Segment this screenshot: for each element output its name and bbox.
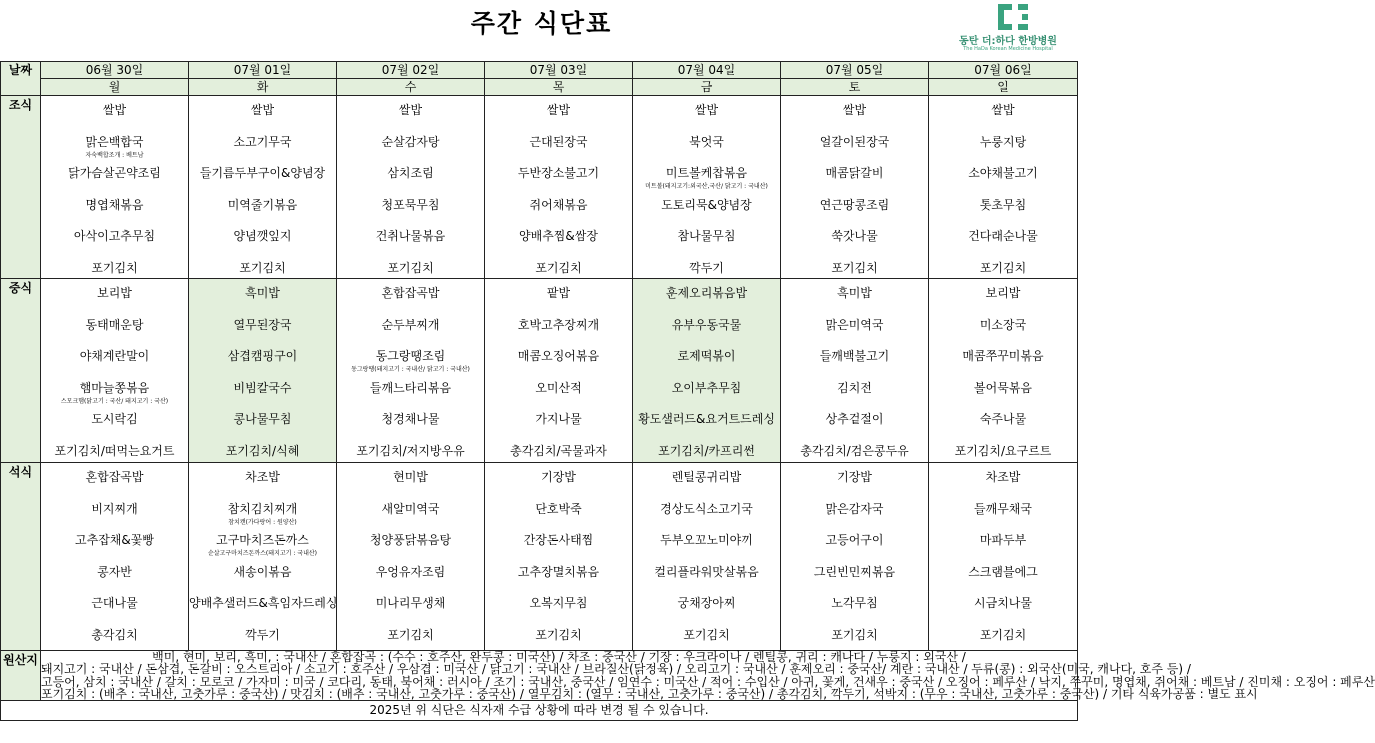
menu-item: 깍두기: [689, 260, 724, 275]
menu-item: 로제떡볶이: [677, 349, 736, 363]
menu-item: 기장밥: [837, 470, 872, 484]
menu-item: 맑은미역국: [825, 317, 884, 332]
menu-item: 동태매운탕: [85, 317, 144, 332]
menu-item: 포기김치: [683, 627, 730, 642]
menu-item: 마파두부: [979, 533, 1027, 547]
menu-item: 햄마늘쫑볶음: [79, 380, 150, 395]
menu-item: 톳초무침: [979, 197, 1027, 212]
date-row: [1, 62, 1078, 79]
date-cell: 07월 05일: [781, 62, 929, 79]
menu-item: 양배추찜&쌈장: [519, 229, 598, 243]
ingredient-note: 미트볼(돼지고기:외국산,국산/ 닭고기 : 국내산): [645, 183, 768, 190]
menu-item: 쌀밥: [842, 103, 867, 117]
menu-table: [0, 61, 1375, 721]
menu-cell: [781, 279, 929, 463]
weekday-cell: 수: [337, 79, 485, 96]
menu-item: 근대된장국: [529, 134, 588, 149]
menu-item: 가지나물: [535, 412, 582, 426]
menu-item: 건취나물볶음: [375, 229, 446, 243]
weekday-row: [1, 79, 1078, 96]
menu-item: 팥밥: [546, 286, 571, 300]
menu-item: 두부오꼬노미야끼: [660, 533, 753, 547]
menu-item: 숙주나물: [979, 412, 1027, 426]
menu-item: 매콤쭈꾸미볶음: [962, 349, 1044, 363]
menu-item: 닭가슴살곤약조림: [68, 166, 161, 180]
menu-cell: [633, 96, 781, 279]
menu-item: 참치김치찌개: [227, 501, 298, 516]
date-cell: 07월 04일: [633, 62, 781, 79]
menu-item: 포기김치/카프리썬: [658, 443, 755, 458]
menu-item: 쥐어채볶음: [529, 197, 588, 212]
ingredient-note: 순살고구마치즈돈까스(돼지고기 : 국내산): [207, 550, 318, 557]
menu-item: 건다래순나물: [968, 229, 1038, 243]
menu-item: 미나리무생채: [375, 596, 446, 610]
page-title: 주간 식단표: [470, 9, 613, 38]
logo-subtitle: The HaDa Korean Medicine Hospital: [963, 46, 1053, 52]
menu-item: 비지찌개: [91, 501, 138, 516]
ingredient-note: 스모크햄(닭고기 : 국산/ 돼지고기 : 국산): [60, 397, 169, 405]
menu-item: 황도샐러드&요거트드레싱: [638, 412, 775, 426]
weekday-cell: 일: [929, 79, 1078, 96]
menu-item: 렌틸콩귀리밥: [671, 470, 742, 484]
menu-cell: [337, 279, 485, 463]
meal-row-0: [1, 96, 1078, 279]
menu-item: 혼합잡곡밥: [381, 286, 440, 300]
menu-item: 들깨느타리볶음: [369, 380, 452, 395]
menu-item: 쑥갓나물: [831, 229, 878, 243]
menu-cell: [337, 463, 485, 651]
menu-item: 새송이볶음: [233, 564, 292, 579]
menu-item: 열무된장국: [233, 317, 292, 332]
menu-item: 참나물무침: [677, 229, 736, 243]
date-cell: 06월 30일: [41, 62, 189, 79]
menu-item: 쌀밥: [991, 103, 1015, 117]
menu-cell: [633, 463, 781, 651]
menu-item: 포기김치: [387, 260, 434, 275]
menu-item: 고등어구이: [825, 533, 884, 547]
menu-item: 명엽채볶음: [85, 197, 144, 212]
menu-item: 보리밥: [97, 286, 132, 300]
menu-item: 호박고추장찌개: [517, 317, 600, 332]
menu-item: 포기김치: [831, 627, 878, 642]
menu-item: 동그랑땡조림: [375, 349, 446, 363]
origin-line: 포기김치 : (배추 : 국내산, 고춧가루 : 중국산) / 맛김치 : (배추 : 국내산, 고춧가루 : 중국산) / 열무김치 : (열무 : 국내산, 고춧가루 : 중국산) / 총각김치, 깍두기, 석박지 : (무우 : 국내산, 고춧가루 : 중국산) / 기타 식육가공품 : 별도 표시: [41, 686, 1258, 701]
logo-mark-icon: [998, 4, 1028, 30]
menu-cell: [929, 279, 1078, 463]
menu-item: 미소장국: [979, 317, 1027, 332]
menu-item: 간장돈사태찜: [523, 533, 594, 547]
menu-item: 누룽지탕: [979, 134, 1027, 149]
menu-item: 콩자반: [97, 564, 132, 579]
menu-cell: [781, 96, 929, 279]
menu-item: 흑미밥: [245, 286, 280, 300]
menu-item: 혼합잡곡밥: [85, 470, 144, 484]
meal-row-2: [1, 463, 1078, 651]
origin-label: 원산지: [1, 651, 41, 701]
menu-item: 소야채불고기: [968, 166, 1038, 180]
menu-item: 고추잡채&꽃빵: [75, 533, 154, 547]
menu-item: 도토리묵&양념장: [661, 197, 752, 212]
ingredient-note: 동그랑땡(돼지고기 : 국내산/ 닭고기 : 국내산): [351, 366, 470, 373]
menu-cell: [189, 96, 337, 279]
menu-item: 청포묵무침: [381, 197, 440, 212]
footer-row: [1, 701, 1078, 721]
hospital-logo: [948, 4, 1068, 56]
ingredient-note: 참치캔(가다랑어 : 원양산): [228, 518, 297, 526]
menu-cell: [41, 279, 189, 463]
menu-cell: [337, 96, 485, 279]
menu-item: 오미산적: [535, 380, 582, 395]
menu-item: 그린빈민찌볶음: [813, 564, 896, 579]
menu-item: 두반장소불고기: [517, 166, 600, 180]
date-cell: 07월 02일: [337, 62, 485, 79]
menu-item: 훈제오리볶음밥: [665, 286, 748, 300]
menu-item: 김치전: [837, 380, 872, 395]
menu-item: 포기김치: [387, 627, 434, 642]
menu-item: 포기김치: [91, 260, 138, 275]
menu-item: 포기김치/저지방우유: [356, 443, 465, 458]
weekday-cell: 금: [633, 79, 781, 96]
menu-item: 포기김치/요구르트: [954, 443, 1052, 458]
meal-label: 중식: [1, 279, 41, 463]
menu-cell: [41, 463, 189, 651]
menu-item: 쌀밥: [398, 103, 423, 117]
menu-item: 양념깻잎지: [233, 229, 292, 243]
menu-item: 오복지무침: [529, 596, 588, 610]
menu-item: 얼갈이된장국: [819, 134, 890, 149]
menu-item: 고구마치즈돈까스: [216, 533, 309, 547]
menu-item: 청경채나물: [381, 412, 440, 426]
menu-item: 새알미역국: [381, 501, 440, 516]
menu-cell: [189, 463, 337, 651]
menu-item: 포기김치: [831, 260, 878, 275]
menu-item: 유부우동국물: [671, 317, 742, 332]
menu-item: 순살감자탕: [381, 134, 440, 149]
origin-line: 백미, 현미, 보리, 흑미, : 국내산 / 혼합잡곡 : (수수 : 호주산, 완두콩 : 미국산) / 차조 : 중국산 / 기장 : 우크라이나 / 렌틸콩, 귀리 : 캐나다 / 누룽지 : 외국산 /: [152, 650, 966, 664]
origin-line: 고등어, 삼치 : 국내산 / 갈치 : 모로코 / 가자미 : 미국 / 코다리, 동태, 북어채 : 러시아 / 조기 : 국내산, 중국산 / 임연수 : 미국산 / 적어 : 수입산 / 아귀, 꽃게, 건새우 : 중국산 / 오징어 : 페루산 / 낙지, 쭈꾸미, 명엽채, 쥐어채 : 베트남 / 진미채 : 오징어 : 페루산: [41, 674, 1375, 689]
weekday-cell: 토: [781, 79, 929, 96]
menu-item: 도시락김: [91, 412, 138, 426]
menu-item: 미역줄기볶음: [227, 197, 298, 212]
meal-label: 조식: [1, 96, 41, 279]
date-cell: 07월 06일: [929, 62, 1078, 79]
meal-label: 석식: [1, 463, 41, 651]
menu-item: 순두부찌개: [381, 317, 440, 332]
menu-item: 매콤오징어볶음: [517, 349, 600, 363]
menu-cell: [189, 279, 337, 463]
menu-item: 들깨무채국: [974, 501, 1032, 516]
menu-item: 양배추샐러드&흑임자드레싱: [189, 596, 338, 610]
menu-item: 상추겉절이: [825, 412, 884, 426]
menu-cell: [929, 463, 1078, 651]
menu-item: 흑미밥: [837, 286, 872, 300]
menu-item: 콩나물무침: [233, 412, 292, 426]
menu-item: 오이부추무침: [671, 380, 742, 395]
menu-cell: [485, 279, 633, 463]
menu-item: 포기김치: [979, 627, 1027, 642]
menu-item: 들깨백불고기: [819, 349, 890, 363]
menu-item: 포기김치/떠먹는요거트: [54, 443, 175, 458]
menu-item: 현미밥: [393, 470, 428, 484]
menu-item: 포기김치: [979, 260, 1027, 275]
menu-item: 볼어묵볶음: [974, 380, 1032, 395]
menu-item: 아삭이고추무침: [73, 229, 156, 243]
menu-item: 포기김치: [239, 260, 286, 275]
weekday-cell: 목: [485, 79, 633, 96]
date-cell: 07월 01일: [189, 62, 337, 79]
menu-cell: [781, 463, 929, 651]
menu-item: 고추장멸치볶음: [517, 564, 600, 579]
menu-cell: [485, 96, 633, 279]
menu-item: 연근땅콩조림: [819, 197, 890, 212]
menu-item: 차조밥: [985, 470, 1021, 484]
menu-item: 차조밥: [245, 470, 280, 484]
menu-item: 맑은감자국: [825, 501, 884, 516]
menu-cell: [633, 279, 781, 463]
menu-item: 노각무침: [831, 596, 878, 610]
footer-notice: 2025년 위 식단은 식자재 수급 상황에 따라 변경 될 수 있습니다.: [1, 701, 1078, 721]
menu-item: 근대나물: [91, 596, 138, 610]
menu-item: 북엇국: [689, 134, 724, 149]
menu-item: 궁채장아찌: [677, 596, 736, 610]
date-cell: 07월 03일: [485, 62, 633, 79]
menu-item: 맑은백합국: [85, 134, 144, 149]
menu-cell: [485, 463, 633, 651]
menu-item: 매콤닭갈비: [825, 166, 884, 180]
menu-item: 총각김치: [91, 627, 138, 642]
menu-item: 보리밥: [985, 286, 1021, 300]
menu-item: 쌀밥: [102, 103, 127, 117]
menu-item: 삼치조림: [387, 166, 434, 180]
ingredient-note: 자숙백합조개 : 베트남: [85, 151, 144, 159]
menu-item: 총각김치/검은콩두유: [800, 443, 909, 458]
menu-item: 들기름두부구이&양념장: [199, 166, 326, 180]
menu-item: 시금치나물: [974, 596, 1032, 610]
menu-item: 미트볼케찹볶음: [665, 166, 748, 180]
menu-item: 청양풍닭볶음탕: [369, 533, 452, 547]
date-label: 날짜: [1, 62, 41, 96]
menu-item: 쌀밥: [250, 103, 275, 117]
menu-item: 쌀밥: [694, 103, 719, 117]
menu-item: 야채계란말이: [79, 349, 150, 363]
menu-cell: [929, 96, 1078, 279]
menu-item: 비빔칼국수: [233, 380, 292, 395]
menu-item: 단호박죽: [535, 501, 582, 516]
menu-item: 쌀밥: [546, 103, 571, 117]
menu-item: 깍두기: [245, 627, 280, 642]
menu-cell: [41, 96, 189, 279]
menu-item: 스크램블에그: [968, 564, 1038, 579]
menu-item: 포기김치: [535, 627, 582, 642]
menu-item: 기장밥: [541, 470, 576, 484]
menu-item: 우엉유자조림: [375, 564, 446, 579]
menu-item: 삼겹캠핑구이: [227, 349, 298, 363]
weekday-cell: 화: [189, 79, 337, 96]
menu-item: 경상도식소고기국: [660, 501, 753, 516]
logo-name: 동탄 더:하다 한방병원: [959, 36, 1057, 47]
origin-info: [41, 650, 1375, 701]
meal-row-1: [1, 279, 1078, 463]
menu-item: 포기김치: [535, 260, 582, 275]
menu-item: 소고기무국: [233, 134, 292, 149]
menu-item: 컬리플라워맛살볶음: [654, 564, 759, 579]
origin-line: 돼지고기 : 국내산 / 돈삼겹, 돈갈비 : 오스트리아 / 소고기 : 호주산 / 우삼겹 : 미국산 / 닭고기 : 국내산 / 브라질산(닭정육) / 오리고기 : 국내산 / 훈제오리 : 중국산/ 계란 : 국내산 / 두류(콩) : 외국산(미국, 캐나다, 호주 등) /: [41, 662, 1191, 677]
menu-item: 총각김치/곡물과자: [510, 443, 607, 458]
weekday-cell: 월: [41, 79, 189, 96]
origin-row: [1, 651, 1078, 701]
menu-item: 포기김치/식혜: [225, 443, 300, 458]
